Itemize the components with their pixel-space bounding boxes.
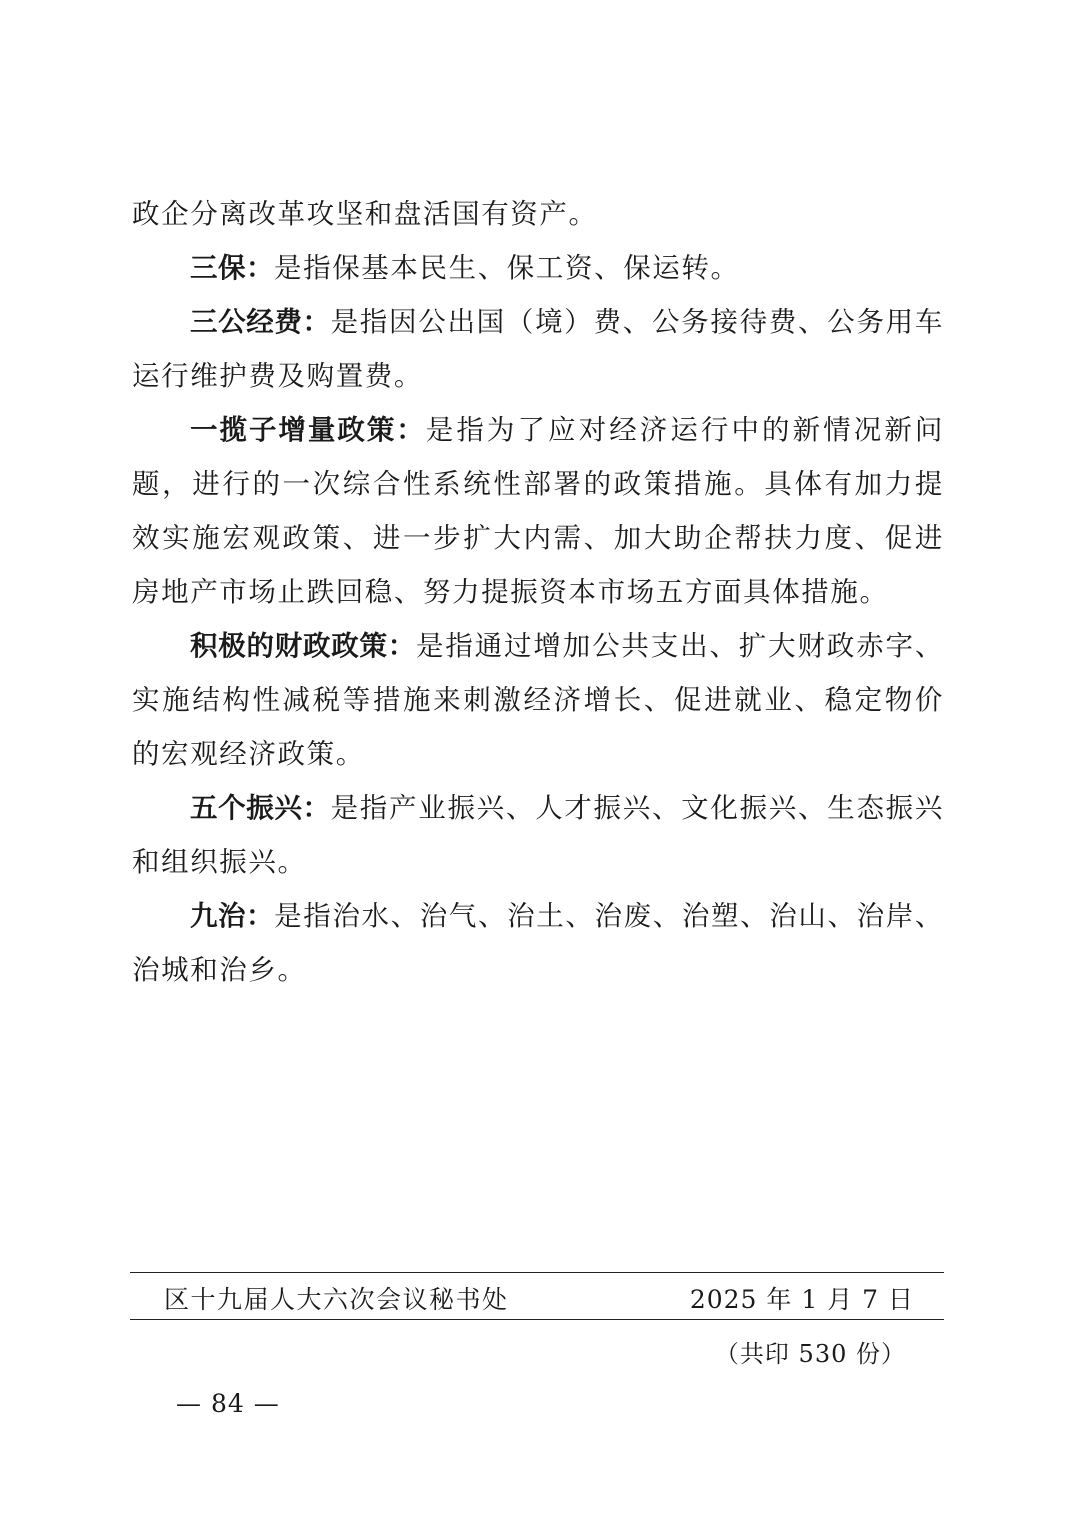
glossary-definition: 是指为了应对经济运行中的新情况新问题，进行的一次综合性系统性部署的政策措施。具体有加力提效实施宏观政策、进一步扩大内需、加大助企帮扶力度、促进房地产市场止跌回稳、努力提振资本市场五方面具体措施。 <box>132 414 944 608</box>
print-copies: （共印 530 份） <box>714 1340 906 1368</box>
glossary-entry-sangong-jingfei <box>132 295 944 403</box>
glossary-definition: 是指产业振兴、人才振兴、文化振兴、生态振兴和组织振兴。 <box>132 792 944 878</box>
glossary-entry-sanbao <box>132 241 944 295</box>
paragraph-text: 政企分离改革攻坚和盘活国有资产。 <box>132 198 598 230</box>
glossary-term: 三公经费： <box>190 306 331 338</box>
paragraph-continuation <box>132 187 944 241</box>
page-number: — 84 — <box>176 1389 280 1418</box>
body-text <box>132 187 944 997</box>
footer-bottom-rule <box>130 1319 944 1320</box>
footer-organization: 区十九届人大六次会议秘书处 <box>164 1285 509 1314</box>
glossary-entry-jiuzhi <box>132 889 944 997</box>
glossary-entry-wuge-zhenxing <box>132 781 944 889</box>
footer-top-rule <box>130 1272 944 1273</box>
glossary-definition: 是指通过增加公共支出、扩大财政赤字、实施结构性减税等措施来刺激经济增长、促进就业、稳定物价的宏观经济政策。 <box>132 630 944 770</box>
footer-date: 2025 年 1 月 7 日 <box>689 1285 914 1314</box>
glossary-term: 九治： <box>190 900 275 932</box>
glossary-term: 积极的财政政策： <box>190 630 416 662</box>
glossary-term: 五个振兴： <box>190 792 331 824</box>
glossary-definition: 是指因公出国（境）费、公务接待费、公务用车运行维护费及购置费。 <box>132 306 944 392</box>
glossary-definition: 是指保基本民生、保工资、保运转。 <box>274 252 740 284</box>
glossary-entry-jiji-caizheng <box>132 619 944 781</box>
glossary-definition: 是指治水、治气、治土、治废、治塑、治山、治岸、治城和治乡。 <box>132 900 944 986</box>
glossary-entry-yilanzi-zengliang <box>132 403 944 619</box>
glossary-term: 三保： <box>190 252 274 284</box>
glossary-term: 一揽子增量政策： <box>190 414 426 446</box>
